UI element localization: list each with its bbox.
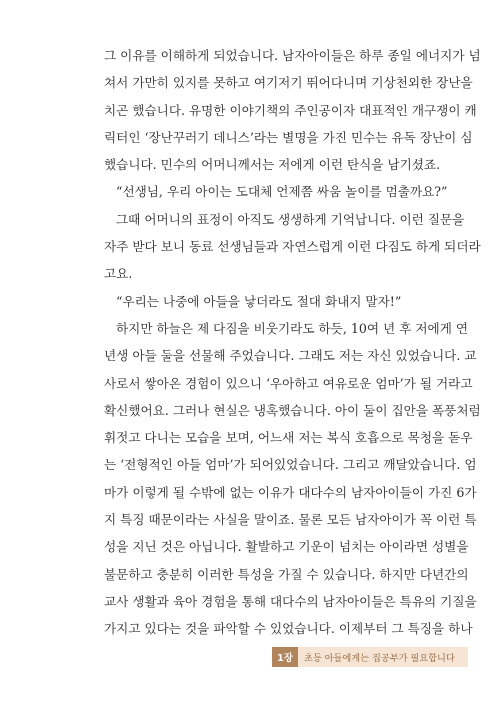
text-line: 했습니다. 민수의 어머니께서는 저에게 이런 탄식을 남기셨죠.: [104, 157, 441, 173]
text-line: 쳐서 가만히 있지를 못하고 여기저기 뛰어다니며 기상천외한 장난을: [104, 75, 473, 91]
text-line: 그때 어머니의 표정이 아직도 생생하게 기억납니다. 이런 질문을: [116, 211, 465, 227]
text-line: 는 ‘전형적인 아들 엄마’가 되어있었습니다. 그리고 깨달았습니다. 엄: [104, 457, 477, 473]
text-line: 그 이유를 이해하게 되었습니다. 남자아이들은 하루 종일 에너지가 넘: [104, 48, 481, 63]
text-line: 교사 생활과 육아 경험을 통해 대다수의 남자아이들은 특유의 기질을: [104, 593, 477, 609]
text-line: 확신했어요. 그러나 현실은 냉혹했습니다. 아이 둘이 집안을 폭풍처럼: [104, 402, 481, 418]
chapter-badge: 1장: [272, 647, 298, 667]
running-footer: [272, 647, 468, 667]
text-line: “우리는 나중에 아들을 낳더라도 절대 화내지 말자!”: [116, 293, 402, 309]
text-line: 불문하고 충분히 이러한 특성을 가질 수 있습니다. 하지만 다년간의: [104, 566, 469, 582]
page-body: [104, 42, 481, 643]
text-line: 년생 아들 둘을 선물해 주었습니다. 그래도 저는 자신 있었습니다. 교: [104, 348, 477, 364]
text-line: 마가 이렇게 될 수밖에 없는 이유가 대다수의 남자아이들이 가진 6가: [104, 484, 477, 500]
text-line: 하지만 하늘은 제 다짐을 비웃기라도 하듯, 10여 년 후 저에게 연: [116, 320, 469, 336]
text-line: 고요.: [104, 266, 133, 282]
text-line: 지 특징 때문이라는 사실을 말이죠. 물론 모든 남자아이가 꼭 이런 특: [104, 512, 477, 528]
text-line: 릭터인 ‘장난꾸러기 데니스’라는 별명을 가진 민수는 유독 장난이 심: [104, 129, 473, 145]
text-line: 가지고 있다는 것을 파악할 수 있었습니다. 이제부터 그 특징을 하나: [104, 621, 473, 637]
text-line: 사로서 쌓아온 경험이 있으니 ‘우아하고 여유로운 엄마’가 될 거라고: [104, 375, 473, 391]
text-line: 치곤 했습니다. 유명한 이야기책의 주인공이자 대표적인 개구쟁이 캐: [104, 102, 477, 118]
text-line: 휘젓고 다니는 모습을 보며, 어느새 저는 복식 호흡으로 목청을 돋우: [104, 430, 473, 446]
text-line: 성을 지닌 것은 아닙니다. 활발하고 기운이 넘치는 아이라면 성별을: [104, 539, 469, 555]
text-line: 자주 받다 보니 동료 선생님들과 자연스럽게 이런 다짐도 하게 되더라: [104, 239, 481, 255]
chapter-title: 초등 아들에게는 집공부가 필요합니다: [298, 647, 468, 667]
text-line: “선생님, 우리 아이는 도대체 언제쯤 싸움 놀이를 멈출까요?”: [116, 184, 448, 200]
